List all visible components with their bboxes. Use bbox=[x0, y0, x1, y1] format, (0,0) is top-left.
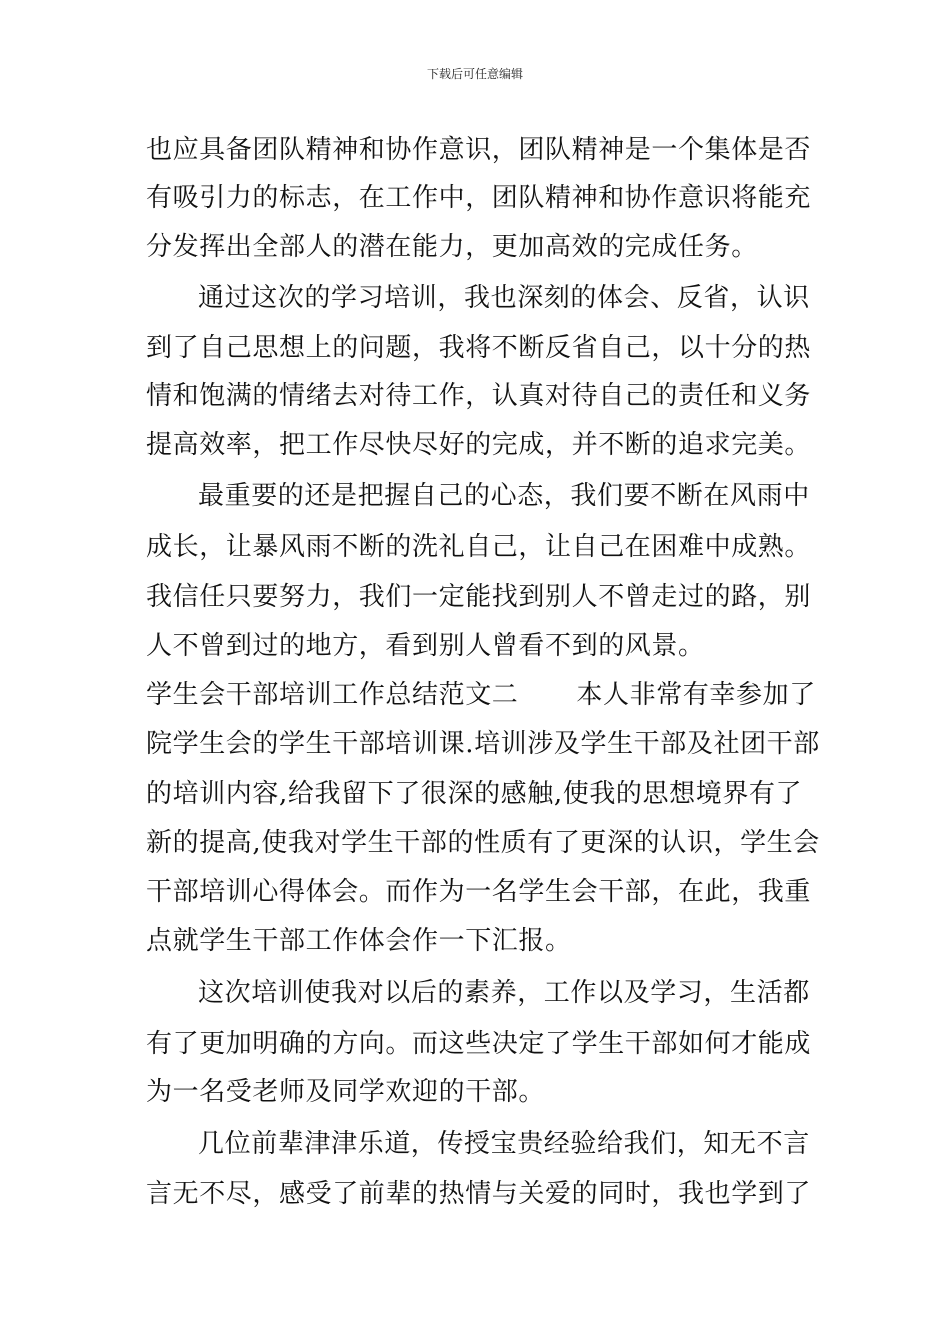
text-line: 新的提高,使我对学生干部的性质有了更深的认识，学生会 bbox=[146, 828, 820, 858]
text-line: 院学生会的学生干部培训课.培训涉及学生干部及社团干部 bbox=[146, 729, 820, 759]
page-header: 下载后可任意编辑 bbox=[426, 67, 523, 81]
text-line: 点就学生干部工作体会作一下汇报。 bbox=[146, 926, 572, 956]
text-span: 本人非常有幸参加了 bbox=[576, 680, 816, 710]
text-line: 的培训内容,给我留下了很深的感触,使我的思想境界有了 bbox=[146, 779, 803, 809]
text-line: 情和饱满的情绪去对待工作，认真对待自己的责任和义务 bbox=[146, 381, 812, 411]
text-line: 言无不尽，感受了前辈的热情与关爱的同时，我也学到了 bbox=[146, 1179, 812, 1209]
text-line bbox=[146, 679, 816, 711]
text-line: 分发挥出全部人的潜在能力，更加高效的完成任务。 bbox=[146, 232, 758, 262]
text-line: 提高效率，把工作尽快尽好的完成，并不断的追求完美。 bbox=[146, 430, 812, 460]
text-line: 通过这次的学习培训，我也深刻的体会、反省，认识 bbox=[198, 283, 810, 313]
text-line: 我信任只要努力，我们一定能找到别人不曾走过的路，别 bbox=[146, 582, 812, 612]
text-line: 最重要的还是把握自己的心态，我们要不断在风雨中 bbox=[198, 481, 810, 511]
section-heading: 学生会干部培训工作总结范文二 bbox=[146, 680, 519, 710]
text-line: 几位前辈津津乐道，传授宝贵经验给我们，知无不言 bbox=[198, 1129, 810, 1159]
text-line: 也应具备团队精神和协作意识，团队精神是一个集体是否 bbox=[146, 135, 812, 165]
text-line: 为一名受老师及同学欢迎的干部。 bbox=[146, 1077, 546, 1107]
text-line: 人不曾到过的地方，看到别人曾看不到的风景。 bbox=[146, 631, 705, 661]
text-line: 成长，让暴风雨不断的洗礼自己，让自己在困难中成熟。 bbox=[146, 532, 812, 562]
text-line: 有了更加明确的方向。而这些决定了学生干部如何才能成 bbox=[146, 1029, 812, 1059]
text-line: 这次培训使我对以后的素养，工作以及学习，生活都 bbox=[198, 978, 810, 1008]
text-line: 干部培训心得体会。而作为一名学生会干部，在此，我重 bbox=[146, 877, 812, 907]
text-line: 到了自己思想上的问题，我将不断反省自己，以十分的热 bbox=[146, 333, 812, 363]
text-line: 有吸引力的标志，在工作中，团队精神和协作意识将能充 bbox=[146, 183, 812, 213]
